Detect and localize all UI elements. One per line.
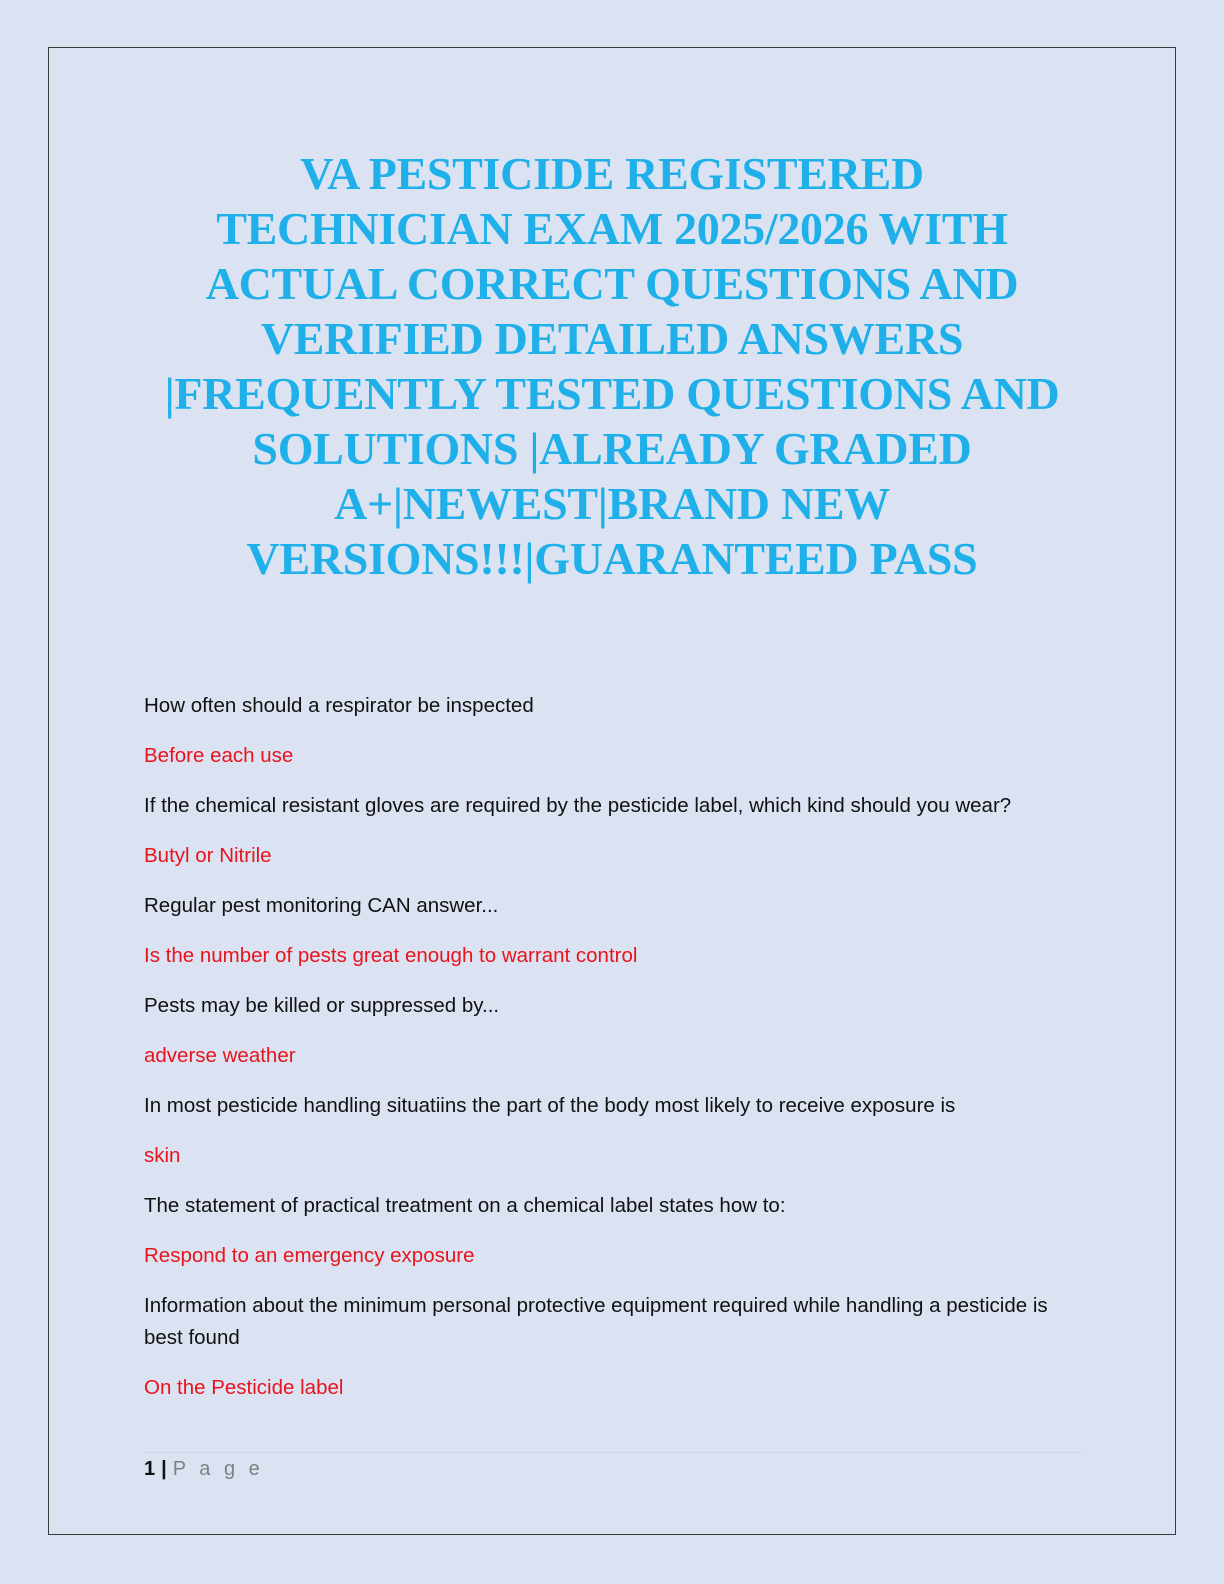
- question-1: How often should a respirator be inspected: [144, 694, 534, 717]
- page-number: 1: [144, 1458, 156, 1480]
- answer-3: Is the number of pests great enough to warrant control: [144, 944, 638, 967]
- question-4: Pests may be killed or suppressed by...: [144, 994, 500, 1017]
- question-3: Regular pest monitoring CAN answer...: [144, 894, 499, 917]
- question-2: If the chemical resistant gloves are required by the pesticide label, which kind should you wear?: [144, 794, 1012, 817]
- page-label: P a g e: [172, 1458, 264, 1480]
- question-5: In most pesticide handling situatiins the part of the body most likely to receive exposure is: [144, 1094, 956, 1117]
- title-line: A+|NEWEST|BRAND NEW: [334, 478, 890, 529]
- footer-divider: [143, 1452, 1083, 1453]
- answer-5: skin: [144, 1144, 181, 1167]
- answer-7: On the Pesticide label: [144, 1376, 344, 1399]
- title-line: VA PESTICIDE REGISTERED: [300, 148, 924, 199]
- qa-list: [144, 690, 1084, 1422]
- title-line: SOLUTIONS |ALREADY GRADED: [252, 423, 972, 474]
- document-title: [140, 146, 1084, 586]
- answer-4: adverse weather: [144, 1044, 296, 1067]
- question-6: The statement of practical treatment on a chemical label states how to:: [144, 1194, 786, 1217]
- title-line: VERSIONS!!!|GUARANTEED PASS: [246, 533, 978, 584]
- footer-separator: |: [161, 1458, 167, 1480]
- title-line: TECHNICIAN EXAM 2025/2026 WITH: [216, 203, 1008, 254]
- title-line: ACTUAL CORRECT QUESTIONS AND: [205, 258, 1019, 309]
- question-7: Information about the minimum personal protective equipment required while handling a pesticide is best found: [144, 1294, 1048, 1349]
- answer-6: Respond to an emergency exposure: [144, 1244, 475, 1267]
- answer-1: Before each use: [144, 744, 294, 767]
- answer-2: Butyl or Nitrile: [144, 844, 272, 867]
- page-footer: [144, 1456, 264, 1482]
- title-line: |FREQUENTLY TESTED QUESTIONS AND: [164, 368, 1060, 419]
- title-line: VERIFIED DETAILED ANSWERS: [260, 313, 964, 364]
